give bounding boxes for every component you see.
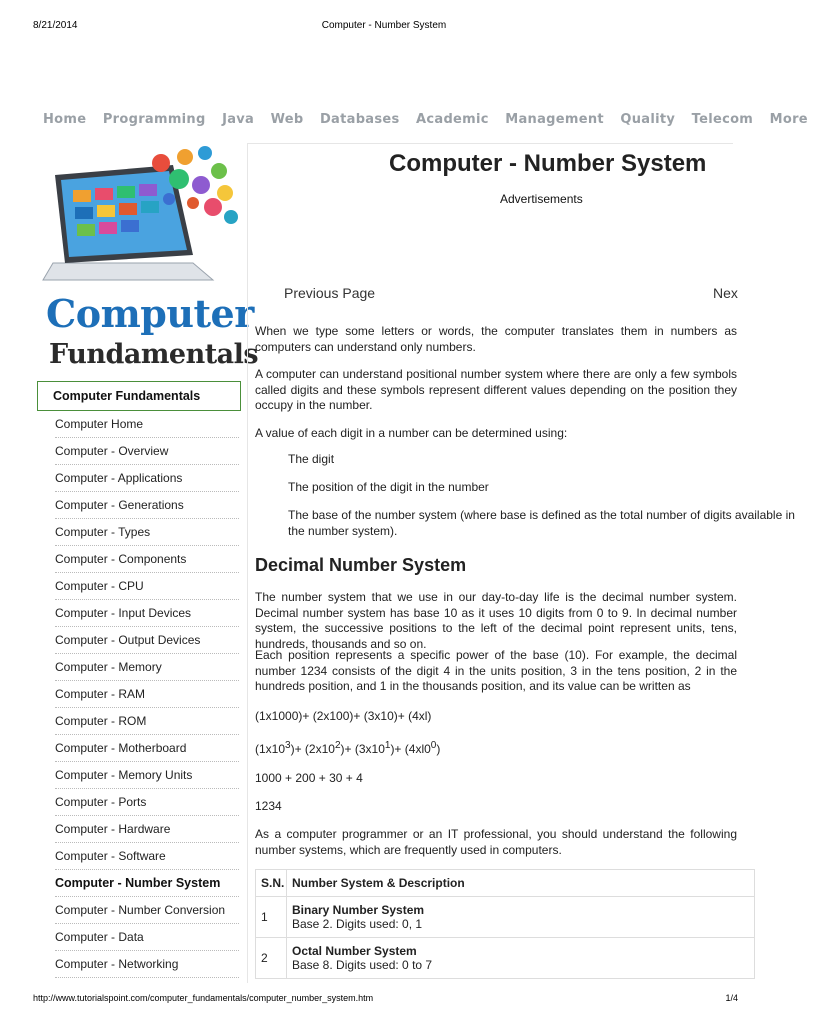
sidebar-item[interactable]: Computer - Motherboard [55, 735, 239, 762]
nav-databases[interactable]: Databases [319, 112, 400, 127]
sidebar-item[interactable]: Computer - Memory Units [55, 762, 239, 789]
list-item-continued: the number system). [288, 524, 398, 538]
next-page-link[interactable]: Nex [713, 285, 738, 301]
sidebar-item[interactable]: Computer - Networking [55, 951, 239, 978]
positional-paragraph: A computer can understand positional number system where there are only a few symbols called digits and these symbols represent different values depending on the position they occupy in the number. [255, 367, 737, 412]
sidebar-item[interactable]: Computer - Applications [55, 465, 239, 492]
sidebar-item[interactable]: Computer - CPU [55, 573, 239, 600]
equation-part: )+ (3x10 [340, 742, 385, 756]
sidebar-item[interactable]: Computer - Hardware [55, 816, 239, 843]
list-item: The position of the digit in the number [288, 480, 489, 494]
sidebar-item[interactable]: Computer - Software [55, 843, 239, 870]
table-cell-sn: 1 [256, 897, 287, 938]
nav-management[interactable]: Management [505, 112, 604, 127]
number-system-name: Binary Number System [292, 903, 425, 917]
sidebar-item[interactable]: Computer - ROM [55, 708, 239, 735]
print-page-number: 1/4 [725, 993, 738, 1003]
sidebar-item[interactable]: Computer - Types [55, 519, 239, 546]
nav-quality[interactable]: Quality [620, 112, 676, 127]
decimal-paragraph: The number system that we use in our day-to-day life is the decimal number system. Decimal number system has base 10 as it uses 10 digits from 0 to 9. In decimal number system, the successive positions to the left of the decimal point represent units, tens, hundreds, thousands and so on. [255, 590, 737, 651]
sidebar-item[interactable]: Computer - Output Devices [55, 627, 239, 654]
nav-programming[interactable]: Programming [102, 112, 206, 127]
main-content [247, 143, 795, 983]
sidebar-item[interactable]: Computer - Generations [55, 492, 239, 519]
equation-part: (1x10 [255, 742, 286, 756]
equation-part: ) [436, 742, 441, 756]
nav-java[interactable]: Java [222, 112, 255, 127]
intro-paragraph: When we type some letters or words, the computer translates them in numbers as computers can understand only numbers. [255, 324, 737, 354]
sidebar-item[interactable]: Computer - Data [55, 924, 239, 951]
exponent: 3 [285, 740, 291, 751]
number-system-desc: Base 2. Digits used: 0, 1 [292, 917, 423, 931]
exponent: 0 [430, 740, 437, 751]
print-title: Computer - Number System [321, 20, 447, 31]
equation-part: )+ (2x10 [290, 742, 335, 756]
programmer-paragraph: As a computer programmer or an IT professional, you should understand the following number systems, which are frequently used in computers. [255, 827, 737, 857]
advertisements-label: Advertisements [500, 192, 583, 206]
list-item: The digit [288, 452, 335, 466]
decimal-heading: Decimal Number System [255, 555, 467, 575]
nav-more[interactable]: More [769, 112, 808, 127]
sidebar-item[interactable]: Computer - Ports [55, 789, 239, 816]
base-power-paragraph: Each position represents a specific power of the base (10). For example, the decimal number 1234 consists of the digit 4 in the units position, 3 in the tens position, 2 in the hundreds position, and 1 in the thousands position, and its value can be written as [255, 648, 737, 693]
equation-part: )+ (4xl0 [390, 742, 431, 756]
laptop-apps-illustration [43, 145, 239, 285]
number-system-desc: Base 8. Digits used: 0 to 7 [292, 958, 433, 972]
sidebar-item[interactable]: Computer - Input Devices [55, 600, 239, 627]
nav-web[interactable]: Web [270, 112, 304, 127]
course-logo[interactable] [37, 143, 259, 375]
nav-academic[interactable]: Academic [416, 112, 489, 127]
sidebar-item[interactable]: Computer - Memory [55, 654, 239, 681]
nav-home[interactable]: Home [43, 112, 87, 127]
exponent: 2 [334, 740, 341, 751]
sidebar-item[interactable]: Computer Home [55, 411, 239, 438]
sidebar-heading[interactable]: Computer Fundamentals [37, 381, 241, 411]
table-cell-description [287, 897, 755, 938]
equation-result: 1234 [255, 799, 282, 813]
equation-powers [255, 740, 440, 756]
previous-page-link[interactable]: Previous Page [284, 285, 376, 301]
table-header-sn: S.N. [256, 870, 287, 897]
table-row [256, 897, 755, 938]
sidebar-list [55, 411, 239, 978]
equation-sum: 1000 + 200 + 30 + 4 [255, 771, 363, 785]
print-header [0, 20, 768, 34]
top-nav [43, 110, 808, 130]
digit-value-paragraph: A value of each digit in a number can be determined using: [255, 426, 568, 440]
sidebar-item[interactable]: Computer - Overview [55, 438, 239, 465]
exponent: 1 [384, 740, 391, 751]
logo-text-computer: Computer [46, 291, 254, 336]
logo-text-fundamentals: Fundamentals [49, 339, 259, 370]
number-system-name: Octal Number System [292, 944, 417, 958]
sidebar-item[interactable]: Computer - RAM [55, 681, 239, 708]
sidebar-item[interactable]: Computer - Number Conversion [55, 897, 239, 924]
table-header-description: Number System & Description [287, 870, 755, 897]
nav-telecom[interactable]: Telecom [691, 112, 754, 127]
list-item: The base of the number system (where base is defined as the total number of digits available in [288, 508, 795, 522]
sidebar [37, 143, 259, 978]
sidebar-item[interactable]: Computer - Number System [55, 870, 239, 897]
print-date: 8/21/2014 [33, 20, 78, 31]
print-url: http://www.tutorialspoint.com/computer_fundamentals/computer_number_system.htm [33, 993, 374, 1003]
number-systems-table [255, 869, 755, 979]
table-cell-description [287, 938, 755, 979]
equation-expanded: (1x1000)+ (2x100)+ (3x10)+ (4xl) [255, 709, 432, 723]
table-cell-sn: 2 [256, 938, 287, 979]
page-title: Computer - Number System [389, 150, 707, 177]
sidebar-item[interactable]: Computer - Components [55, 546, 239, 573]
table-row [256, 938, 755, 979]
